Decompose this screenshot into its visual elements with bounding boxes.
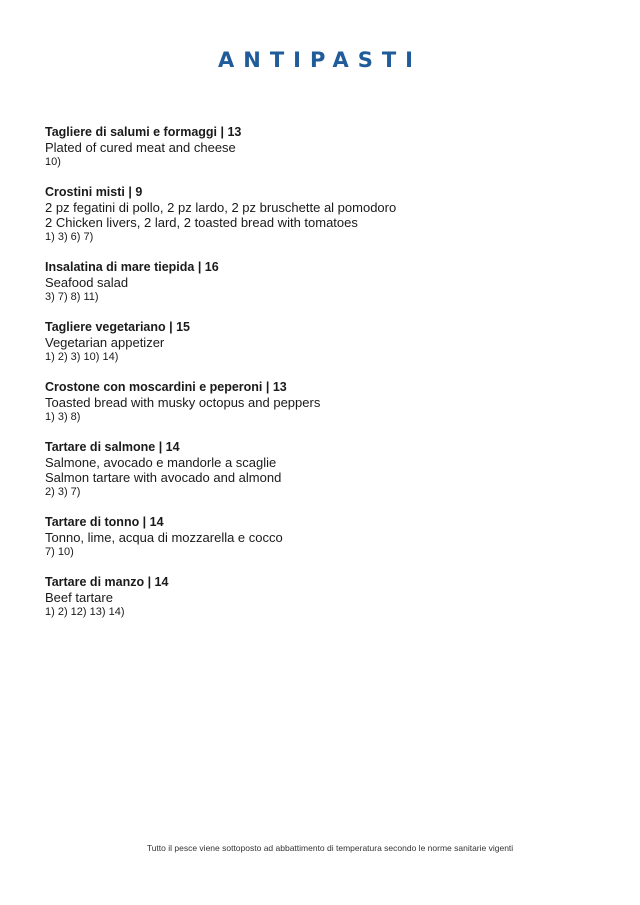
menu-item-heading: Tartare di manzo | 14 xyxy=(45,575,169,589)
footer-note: Tutto il pesce viene sottoposto ad abbattimento di temperatura secondo le norme sanitarie vigenti xyxy=(146,843,514,853)
menu-item-description: Plated of cured meat and cheese xyxy=(45,140,236,155)
menu-item-allergens: 1) 3) 6) 7) xyxy=(45,231,94,243)
page-title: ANTIPASTI xyxy=(218,48,422,72)
menu-item xyxy=(45,515,605,560)
menu-item-heading: Crostini misti | 9 xyxy=(45,185,143,199)
menu-item-heading: Tagliere vegetariano | 15 xyxy=(45,320,190,334)
menu-item-description: Salmone, avocado e mandorle a scaglie xyxy=(45,455,277,470)
menu-item-heading: Tartare di salmone | 14 xyxy=(45,440,180,454)
menu-item-allergens: 2) 3) 7) xyxy=(45,486,81,498)
menu-item xyxy=(45,185,605,245)
menu-item-allergens: 7) 10) xyxy=(45,546,74,558)
menu-item-heading: Tagliere di salumi e formaggi | 13 xyxy=(45,125,242,139)
menu-item-allergens: 1) 2) 3) 10) 14) xyxy=(45,351,119,363)
menu-item-heading: Tartare di tonno | 14 xyxy=(45,515,164,529)
menu-item-allergens: 1) 2) 12) 13) 14) xyxy=(45,606,125,618)
menu-item-description: Vegetarian appetizer xyxy=(45,335,165,350)
menu-item-heading: Insalatina di mare tiepida | 16 xyxy=(45,260,219,274)
menu-item xyxy=(45,380,605,425)
menu-item-description: Salmon tartare with avocado and almond xyxy=(45,470,282,485)
menu-item-description: Seafood salad xyxy=(45,275,129,290)
menu-item xyxy=(45,440,605,500)
menu-item-description: Toasted bread with musky octopus and peppers xyxy=(45,395,321,410)
menu-item-description: Tonno, lime, acqua di mozzarella e cocco xyxy=(45,530,283,545)
menu-item xyxy=(45,320,605,365)
menu-item-description: Beef tartare xyxy=(45,590,113,605)
menu-item-description: 2 pz fegatini di pollo, 2 pz lardo, 2 pz bruschette al pomodoro xyxy=(45,200,397,215)
menu-item xyxy=(45,125,605,170)
menu-item-description: 2 Chicken livers, 2 lard, 2 toasted bread with tomatoes xyxy=(45,215,358,230)
menu-item xyxy=(45,575,605,620)
menu-item-allergens: 10) xyxy=(45,156,61,168)
menu-item xyxy=(45,260,605,305)
menu-item-heading: Crostone con moscardini e peperoni | 13 xyxy=(45,380,287,394)
menu-item-allergens: 1) 3) 8) xyxy=(45,411,81,423)
menu-item-allergens: 3) 7) 8) 11) xyxy=(45,291,99,303)
menu-list xyxy=(45,125,605,635)
